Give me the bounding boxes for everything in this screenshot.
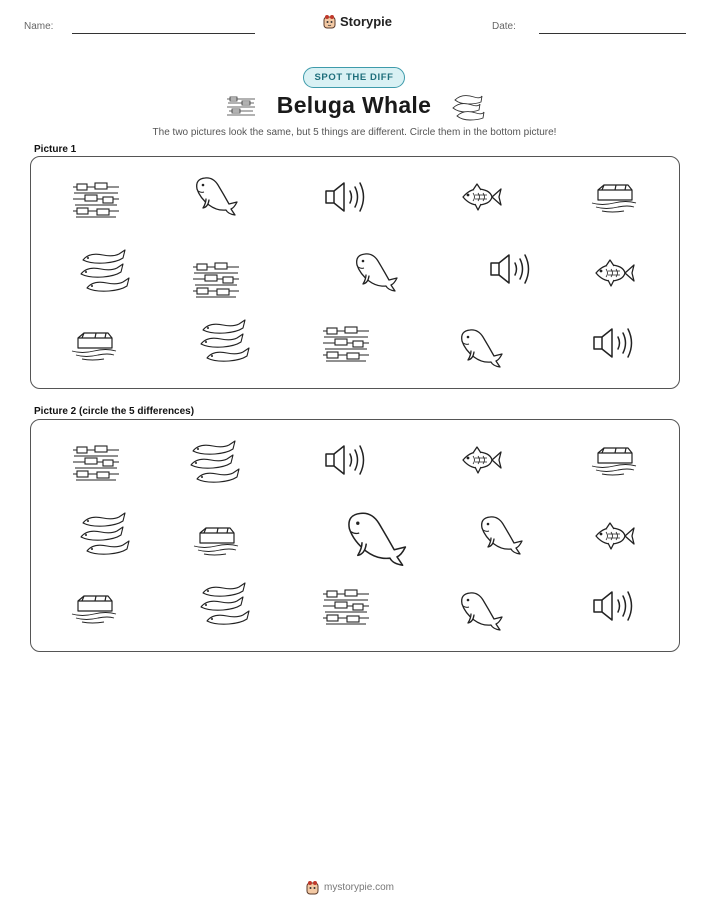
fish-icon [592, 257, 636, 289]
instructions: The two pictures look the same, but 5 things are different. Circle them in the bottom picture! [152, 127, 557, 138]
grid-cell [579, 311, 649, 375]
brand-name: Storypie [340, 14, 393, 29]
fish-icon [459, 181, 503, 213]
grid-cell [59, 313, 129, 377]
picture2-label: Picture 2 (circle the 5 differences) [34, 406, 195, 417]
grid-cell[interactable] [341, 508, 411, 572]
grid-cell[interactable] [311, 428, 381, 492]
grid-cell [579, 241, 649, 305]
beluga-pod-icon [189, 439, 243, 489]
grid-cell[interactable] [191, 574, 261, 638]
brand [323, 14, 392, 29]
grid-cell[interactable] [466, 504, 536, 568]
beluga-icon [476, 514, 526, 558]
picture1-panel [30, 156, 680, 389]
grid-cell [341, 241, 411, 305]
grid-cell[interactable] [446, 580, 516, 644]
grid-cell [446, 165, 516, 229]
footer-url[interactable]: mystorypie.com [324, 882, 395, 893]
date-line[interactable] [539, 33, 686, 34]
grid-cell [61, 169, 131, 233]
storypie-logo-icon [306, 880, 319, 895]
grid-cell[interactable] [61, 432, 131, 496]
beluga-icon [191, 175, 241, 219]
ice-floes-icon [321, 325, 371, 365]
grid-cell [476, 237, 546, 301]
beluga-icon [456, 327, 506, 371]
grid-cell[interactable] [579, 428, 649, 492]
picture2-panel[interactable] [30, 419, 680, 652]
grid-cell [446, 317, 516, 381]
page-title: Beluga Whale [276, 92, 432, 118]
grid-cell[interactable] [59, 576, 129, 640]
grid-cell [311, 313, 381, 377]
picture1-label: Picture 1 [34, 144, 77, 155]
date-label: Date: [492, 21, 516, 32]
ice-floes-icon [321, 588, 371, 628]
grid-cell [71, 241, 141, 305]
grid-cell [181, 249, 251, 313]
grid-cell[interactable] [446, 428, 516, 492]
ice-floes-icon [226, 96, 256, 118]
fish-icon [592, 520, 636, 552]
speaker-icon [322, 179, 370, 215]
speaker-icon [590, 588, 638, 624]
beluga-icon [351, 251, 401, 295]
speaker-icon [590, 325, 638, 361]
grid-cell[interactable] [579, 574, 649, 638]
name-label: Name: [24, 21, 54, 32]
speaker-icon [322, 442, 370, 478]
grid-cell [579, 165, 649, 229]
beluga-icon [456, 590, 506, 634]
ice-floes-icon [71, 181, 121, 221]
grid-cell[interactable] [71, 504, 141, 568]
grid-cell [311, 165, 381, 229]
footer [306, 880, 394, 895]
grid-cell[interactable] [579, 504, 649, 568]
ice-block-icon [590, 180, 638, 214]
ice-floes-icon [191, 261, 241, 301]
grid-cell[interactable] [181, 508, 251, 572]
fish-icon [459, 444, 503, 476]
ice-block-icon [70, 328, 118, 362]
beluga-pod-icon [199, 318, 253, 368]
grid-cell[interactable] [311, 576, 381, 640]
beluga-pod-icon [452, 92, 486, 122]
name-line[interactable] [72, 33, 255, 34]
storypie-logo-icon [323, 14, 336, 29]
grid-cell [181, 165, 251, 229]
speaker-icon [487, 251, 535, 287]
grid-cell [191, 311, 261, 375]
beluga-pod-icon [79, 511, 133, 561]
grid-cell[interactable] [181, 432, 251, 496]
spot-the-diff-badge: SPOT THE DIFF [303, 67, 405, 88]
ice-block-icon [70, 591, 118, 625]
ice-block-icon [192, 523, 240, 557]
ice-floes-icon [71, 444, 121, 484]
beluga-pod-icon [199, 581, 253, 631]
beluga-icon [341, 509, 411, 571]
beluga-pod-icon [79, 248, 133, 298]
ice-block-icon [590, 443, 638, 477]
